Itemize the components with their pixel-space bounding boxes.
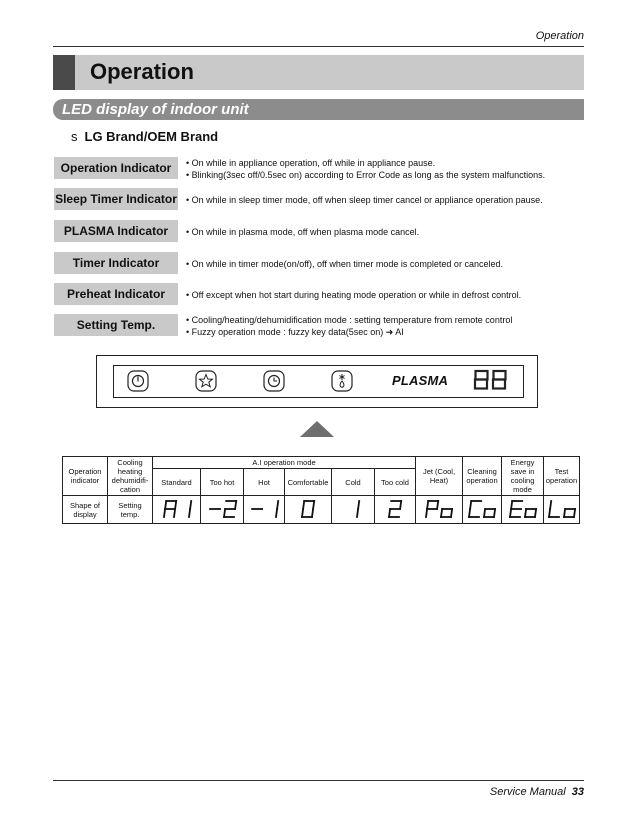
timer-indicator-label: Timer Indicator [54,252,178,274]
segment-stroke [164,509,165,517]
desc-line: • On while in appliance operation, off while in appliance pause. [186,158,436,168]
col-comfortable: Comfortable [285,469,332,496]
segment-stroke [549,509,550,517]
col-energy-save: Energy save in cooling mode [502,457,544,496]
segment-stroke [564,509,565,517]
code-cell [201,496,244,524]
segment-stroke [175,501,176,509]
operation-indicator-desc [186,157,545,181]
desc-line: • Cooling/heating/dehumidification mode : setting temperature from remote control [186,315,513,325]
footer [490,786,584,798]
segment-stroke [358,501,359,509]
sleep-timer-indicator-desc [186,194,543,206]
col-standard: Standard [153,469,201,496]
code-lo [545,499,579,519]
page-title: Operation [90,59,194,84]
segment-stroke [441,509,442,517]
segment-stroke [494,509,495,517]
col-too-cold: Too cold [375,469,416,496]
segment-stroke [174,509,175,517]
title-accent [53,55,75,90]
segment-stroke [510,509,511,517]
indoor-unit-display-window [113,365,524,398]
ai-group-header: A.I operation mode [153,457,416,469]
heater-icon [331,370,353,392]
running-head: Operation [535,30,584,42]
code-cell [244,496,285,524]
star-icon [195,370,217,392]
segment-stroke [470,501,471,509]
segment-stroke [224,509,225,517]
segment-stroke [550,501,551,509]
col-test: Test operation [544,457,580,496]
code-1 [336,499,370,519]
page-number: 33 [571,786,584,798]
row-header-shape-of-display: Shape of display [63,496,108,524]
code-2 [378,499,412,519]
code-cell [544,496,580,524]
top-rule [53,46,584,47]
desc-line: • On while in plasma mode, off when plasma mode cancel. [186,227,420,237]
segment-stroke [313,501,314,509]
arrow-up-icon [299,420,335,438]
section-title: LED display of indoor unit [62,101,249,118]
segment-stroke [427,501,428,509]
segment-stroke [525,509,526,517]
led-code-table [62,456,580,524]
code-cell [153,496,201,524]
plasma-indicator-desc [186,226,419,238]
footer-label: Service Manual [489,786,566,798]
bottom-rule [53,780,584,781]
seven-segment-display [473,369,509,391]
segment-stroke [235,501,236,509]
segment-stroke [389,509,390,517]
col-cleaning: Cleaning operation [463,457,502,496]
operation-indicator-label: Operation Indicator [54,157,178,179]
segment-stroke [302,509,303,517]
code-cell [332,496,375,524]
code-a1 [160,499,194,519]
power-icon [127,370,149,392]
setting-temp-cell: Setting temp. [108,496,153,524]
brand-bullet: s [71,129,78,144]
segment-stroke [277,501,278,509]
setting-temp-indicator-desc [186,314,512,338]
col-cooling-heating: Cooling heating dehumidifi-cation [108,457,153,496]
desc-line: • Off except when hot start during heating mode operation or while in defrost control. [186,290,522,300]
segment-stroke [312,509,313,517]
segment-stroke [189,509,190,517]
preheat-indicator-desc [186,289,521,301]
segment-stroke [276,509,277,517]
segment-stroke [574,509,575,517]
plasma-indicator-label: PLASMA Indicator [54,220,178,242]
segment-stroke [303,501,304,509]
brand-label: LG Brand/OEM Brand [84,129,219,144]
timer-indicator-desc [186,258,503,270]
desc-line: • On while in sleep timer mode, off when sleep timer cancel or appliance operation pause. [186,195,543,205]
code-minus-1 [247,499,281,519]
segment-stroke [437,501,438,509]
sleep-timer-indicator-label: Sleep Timer Indicator [54,188,178,210]
segment-stroke [165,501,166,509]
segment-stroke [426,509,427,517]
code-cell [285,496,332,524]
code-eo [506,499,540,519]
clock-icon [263,370,285,392]
code-cell [375,496,416,524]
col-too-hot: Too hot [201,469,244,496]
code-cell [416,496,463,524]
col-hot: Hot [244,469,285,496]
segment-stroke [469,509,470,517]
segment-stroke [535,509,536,517]
segment-stroke [357,509,358,517]
code-cell [463,496,502,524]
brand-heading [71,129,218,144]
segment-stroke [190,501,191,509]
code-co [465,499,499,519]
desc-line: • On while in timer mode(on/off), off when timer mode is completed or canceled. [186,259,503,269]
plasma-label: PLASMA [392,373,449,388]
segment-stroke [451,509,452,517]
segment-stroke [484,509,485,517]
preheat-indicator-label: Preheat Indicator [54,283,178,305]
desc-line: • Fuzzy operation mode : fuzzy key data(5sec on) ➜ AI [186,327,404,337]
col-jet: Jet (Cool, Heat) [416,457,463,496]
segment-stroke [400,501,401,509]
segment-stroke [511,501,512,509]
code-po [422,499,456,519]
code-0 [291,499,325,519]
code-minus-2 [205,499,239,519]
row-header-operation-indicator: Operation indicator [63,457,108,496]
desc-line: • Blinking(3sec off/0.5sec on) according to Error Code as long as the system malfunctions. [186,170,546,180]
col-cold: Cold [332,469,375,496]
code-cell [502,496,544,524]
setting-temp-indicator-label: Setting Temp. [54,314,178,336]
